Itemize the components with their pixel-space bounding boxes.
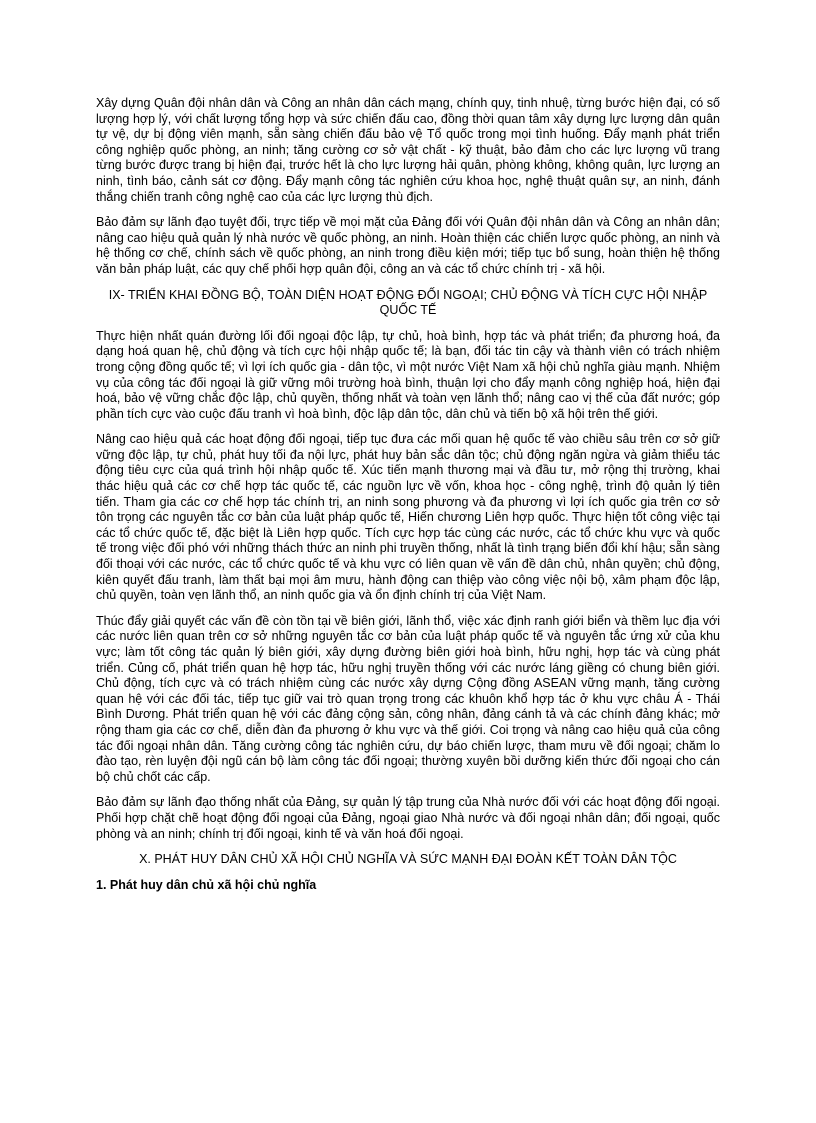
section-heading-ix: IX- TRIỂN KHAI ĐỒNG BỘ, TOÀN DIỆN HOẠT ĐỘNG ĐỐI NGOẠI; CHỦ ĐỘNG VÀ TÍCH CỰC HỘI NHẬP QUỐC TẾ — [108, 287, 708, 318]
paragraph-unified-leadership: Bảo đảm sự lãnh đạo thống nhất của Đảng, sự quản lý tập trung của Nhà nước đối với các hoạt động đối ngoại. Phối hợp chặt chẽ hoạt động đối ngoại của Đảng, ngoại giao Nhà nước và đối ngoại nhân dân; đối ngoại, quốc phòng và an ninh; chính trị đối ngoại, kinh tế và văn hoá đối ngoại. — [96, 795, 720, 841]
paragraph-foreign-policy: Thực hiện nhất quán đường lối đối ngoại độc lập, tự chủ, hoà bình, hợp tác và phát triển; đa phương hoá, đa dạng hoá quan hệ, chủ động và tích cực hội nhập quốc tế; là bạn, đối tác tin cậy và thành viên có trách nhiệm trong cộng đồng quốc tế; vì lợi ích quốc gia - dân tộc, vì một nước Việt Nam xã hội chủ nghĩa giàu mạnh. Nhiệm vụ của công tác đối ngoại là giữ vững môi trường hoà bình, thuận lợi cho đẩy mạnh công nghiệp hoá, hiện đại hoá, bảo vệ vững chắc độc lập, chủ quyền, thống nhất và toàn vẹn lãnh thổ; nâng cao vị thế của đất nước; góp phần tích cực vào cuộc đấu tranh vì hoà bình, độc lập dân tộc, dân chủ và tiến bộ xã hội trên thế giới. — [96, 328, 720, 421]
section-heading-x: X. PHÁT HUY DÂN CHỦ XÃ HỘI CHỦ NGHĨA VÀ SỨC MẠNH ĐẠI ĐOÀN KẾT TOÀN DÂN TỘC — [139, 852, 677, 867]
document-page — [96, 96, 720, 893]
paragraph-armed-forces: Xây dựng Quân đội nhân dân và Công an nhân dân cách mạng, chính quy, tinh nhuệ, từng bước hiện đại, có số lượng hợp lý, với chất lượng tổng hợp và sức chiến đấu cao, đồng thời quan tâm xây dựng lực lượng dân quân tự vệ, dự bị động viên mạnh, sẵn sàng chiến đấu bảo vệ Tổ quốc trong mọi tình huống. Đẩy mạnh phát triển công nghiệp quốc phòng, an ninh; tăng cường cơ sở vật chất - kỹ thuật, bảo đảm cho các lực lượng vũ trang từng bước được trang bị hiện đại, trước hết là cho lực lượng hải quân, phòng không, không quân, lực lượng an ninh, tình báo, cảnh sát cơ động. Đẩy mạnh công tác nghiên cứu khoa học, nghệ thuật quân sự, an ninh, đánh thắng chiến tranh công nghệ cao của các lực lượng thù địch. — [96, 96, 720, 204]
subheading-democracy: 1. Phát huy dân chủ xã hội chủ nghĩa — [96, 877, 317, 892]
paragraph-border-issues: Thúc đẩy giải quyết các vấn đề còn tồn tại về biên giới, lãnh thổ, việc xác định ranh giới biển và thềm lục địa với các nước liên quan trên cơ sở những nguyên tắc cơ bản của luật pháp quốc tế và nguyên tắc ứng xử của khu vực; làm tốt công tác quản lý biên giới, xây dựng đường biên giới hoà bình, hữu nghị, hợp tác và cùng phát triển. Củng cố, phát triển quan hệ hợp tác, hữu nghị truyền thống với các nước láng giềng có chung biên giới. Chủ động, tích cực và có trách nhiệm cùng các nước xây dựng Cộng đồng ASEAN vững mạnh, tăng cường quan hệ với các đối tác, tiếp tục giữ vai trò quan trọng trong các khuôn khổ hợp tác ở khu vực châu Á - Thái Bình Dương. Phát triển quan hệ với các đảng cộng sản, công nhân, đảng cánh tả và các chính đảng khác; mở rộng tham gia các cơ chế, diễn đàn đa phương ở khu vực và thế giới. Coi trọng và nâng cao hiệu quả của công tác đối ngoại nhân dân. Tăng cường công tác nghiên cứu, dự báo chiến lược, tham mưu về đối ngoại; chăm lo đào tạo, rèn luyện đội ngũ cán bộ làm công tác đối ngoại; thường xuyên bồi dưỡng kiến thức đối ngoại cho cán bộ chủ chốt các cấp. — [96, 613, 720, 784]
paragraph-foreign-relations-efficiency: Nâng cao hiệu quả các hoạt động đối ngoại, tiếp tục đưa các mối quan hệ quốc tế vào chiều sâu trên cơ sở giữ vững độc lập, tự chủ, phát huy tối đa nội lực, phát huy bản sắc dân tộc; chủ động ngăn ngừa và giảm thiểu tác động tiêu cực của quá trình hội nhập quốc tế. Xúc tiến mạnh thương mại và đầu tư, mở rộng thị trường, khai thác hiệu quả các cơ chế hợp tác quốc tế, các nguồn lực về vốn, khoa học - công nghệ, trình độ quản lý tiên tiến. Tham gia các cơ chế hợp tác chính trị, an ninh song phương và đa phương vì lợi ích quốc gia trên cơ sở tôn trọng các nguyên tắc cơ bản của luật pháp quốc tế, Hiến chương Liên hợp quốc. Thực hiện tốt công việc tại các tổ chức quốc tế, đặc biệt là Liên hợp quốc. Tích cực hợp tác cùng các nước, các tổ chức khu vực và quốc tế trong việc đối phó với những thách thức an ninh phi truyền thống, nhất là tình trạng biến đổi khí hậu; sẵn sàng đối thoại với các nước, các tổ chức quốc tế và khu vực có liên quan về vấn đề dân chủ, nhân quyền; chủ động, kiên quyết đấu tranh, làm thất bại mọi âm mưu, hành động can thiệp vào công việc nội bộ, xâm phạm độc lập, chủ quyền, toàn vẹn lãnh thổ, an ninh quốc gia và ổn định chính trị của Việt Nam. — [96, 432, 720, 603]
paragraph-party-leadership-defense: Bảo đảm sự lãnh đạo tuyệt đối, trực tiếp về mọi mặt của Đảng đối với Quân đội nhân dân và Công an nhân dân; nâng cao hiệu quả quản lý nhà nước về quốc phòng, an ninh. Hoàn thiện các chiến lược quốc phòng, an ninh và hệ thống cơ chế, chính sách về quốc phòng, an ninh trong điều kiện mới; tiếp tục bổ sung, hoàn thiện hệ thống văn bản pháp luật, các quy chế phối hợp quân đội, công an và các tổ chức chính trị - xã hội. — [96, 215, 720, 276]
